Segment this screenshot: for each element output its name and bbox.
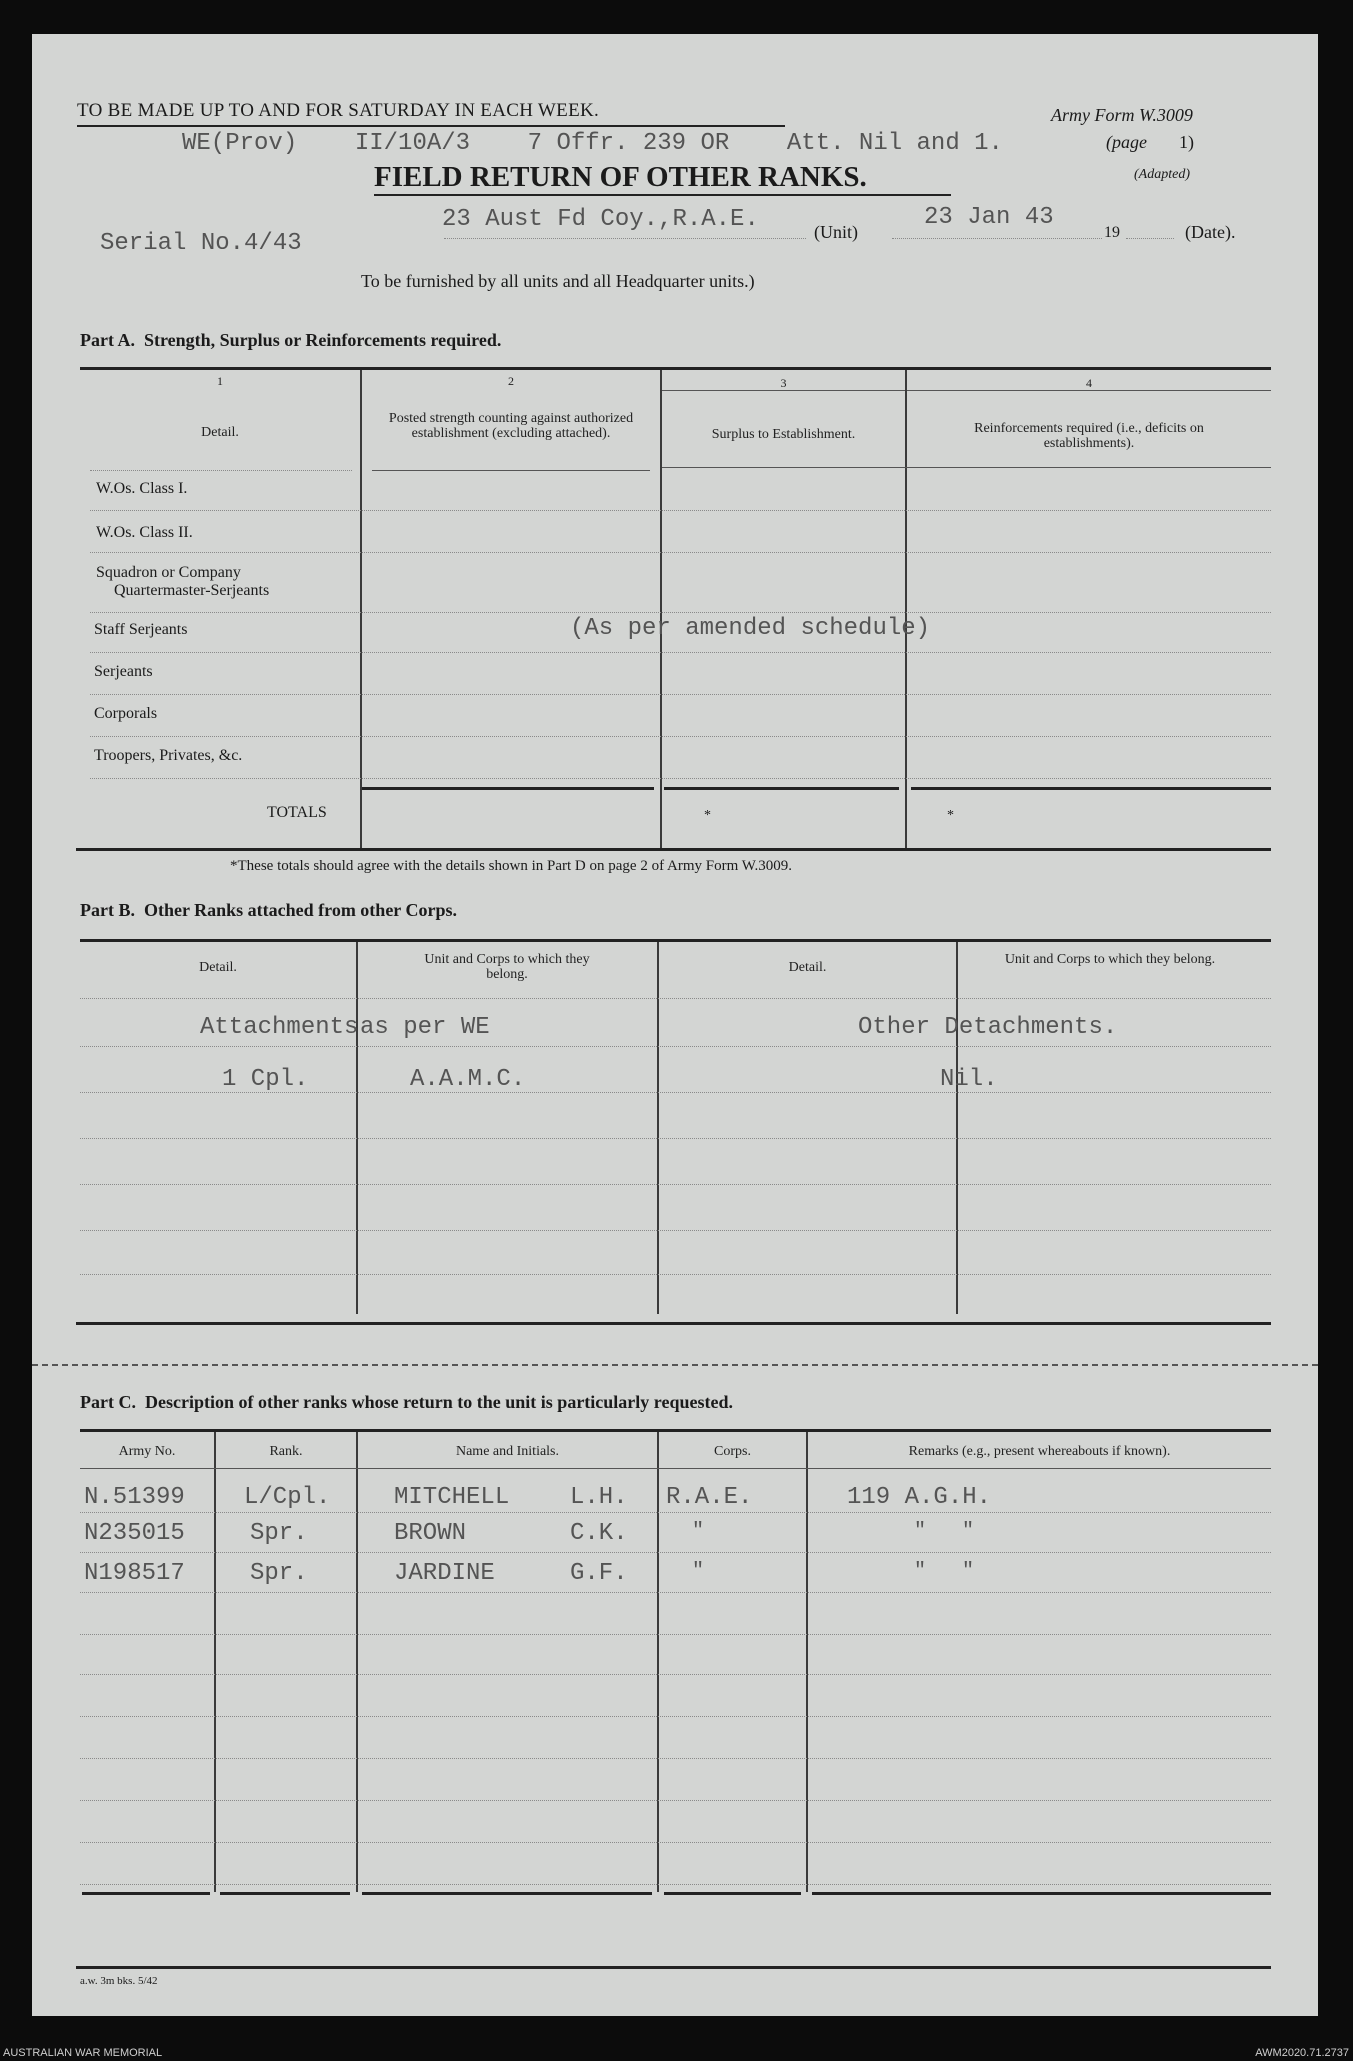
year-prefix: 19: [1104, 224, 1120, 241]
totals-star-reinforcements: *: [947, 808, 954, 823]
row-corporals: Corporals: [94, 705, 158, 722]
archive-credit: AUSTRALIAN WAR MEMORIAL: [3, 2047, 163, 2059]
serial-number: Serial No.4/43: [100, 230, 302, 257]
row-rule-a3: [90, 612, 1271, 613]
we-line: WE(Prov) II/10A/3 7 Offr. 239 OR Att. Nil and 1.: [182, 130, 1003, 157]
part-c-total-rule-5: [812, 1892, 1271, 1895]
other-detachments-value: Nil.: [940, 1066, 998, 1093]
row-rule-a1: [90, 510, 1271, 511]
unit-label: (Unit): [814, 222, 858, 242]
c-row2-name: BROWN: [394, 1520, 467, 1547]
c-row2-corps: ": [692, 1520, 705, 1543]
c-header-rule: [80, 1468, 1271, 1469]
part-c-divider-1: [214, 1432, 216, 1892]
totals-footnote: *These totals should agree with the details shown in Part D on page 2 of Army Form W.3009.: [230, 858, 793, 874]
header-rule-col2: [372, 470, 650, 471]
c-row2-army-no: N235015: [84, 1520, 185, 1547]
part-c-col-name: Name and Initials.: [455, 1444, 560, 1459]
row-rule-a2: [90, 552, 1271, 553]
other-detachments-label: Other Detachments.: [858, 1014, 1118, 1041]
row-serjeants: Serjeants: [94, 663, 153, 680]
attached-corps: A.A.M.C.: [410, 1066, 526, 1093]
c-row1-remarks: 119 A.G.H.: [847, 1484, 992, 1511]
col-number-2: 2: [508, 374, 514, 388]
part-b-col-unit-left: Unit and Corps to which they belong.: [424, 952, 590, 982]
c-row2-rank: Spr.: [250, 1520, 308, 1547]
part-b-col-detail-right: Detail.: [788, 960, 827, 975]
col-header-posted-strength: Posted strength counting against authorized establishment (excluding attached).: [388, 411, 634, 441]
col-number-1: 1: [217, 374, 223, 388]
b-row-rule-4: [80, 1184, 1271, 1185]
c-row3-initials: G.F.: [570, 1560, 628, 1587]
unit-dotted-line: [444, 238, 806, 239]
part-c-divider-2: [356, 1432, 358, 1892]
c-row-rule-7: [80, 1758, 1271, 1759]
part-c-total-rule-1: [82, 1892, 210, 1895]
c-row1-initials: L.H.: [570, 1484, 628, 1511]
col-number-4: 4: [1086, 376, 1092, 390]
part-a-number-rule-4: [907, 390, 1271, 391]
weekly-instruction: TO BE MADE UP TO AND FOR SATURDAY IN EACH WEEK.: [77, 100, 600, 121]
attachments-label: Attachments: [200, 1014, 359, 1041]
part-a-heading: Part A. Strength, Surplus or Reinforcements required.: [80, 330, 502, 350]
part-c-total-rule-3: [362, 1892, 652, 1895]
totals-rule-1: [362, 787, 654, 790]
amended-schedule-note: (As per amended schedule): [570, 615, 931, 642]
c-row2-initials: C.K.: [570, 1520, 628, 1547]
row-wos-class-1: W.Os. Class I.: [96, 480, 188, 497]
c-row1-corps: R.A.E.: [666, 1484, 753, 1511]
c-row3-rank: Spr.: [250, 1560, 308, 1587]
c-row-rule-5: [80, 1674, 1271, 1675]
part-c-col-rank: Rank.: [269, 1444, 303, 1459]
row-staff-serjeants: Staff Serjeants: [94, 621, 188, 638]
form-title: FIELD RETURN OF OTHER RANKS.: [374, 161, 867, 193]
date-dotted-line: [892, 238, 1102, 239]
part-b-bottom-rule: [76, 1322, 1271, 1325]
part-c-col-remarks: Remarks (e.g., present whereabouts if known).: [908, 1444, 1171, 1459]
part-a-bottom-rule: [76, 848, 1271, 851]
form-number: Army Form W.3009: [1051, 105, 1193, 125]
c-row3-name: JARDINE: [394, 1560, 495, 1587]
c-row-rule-4: [80, 1634, 1271, 1635]
part-c-col-corps: Corps.: [714, 1444, 751, 1459]
year-dotted-line: [1126, 238, 1174, 239]
instruction-underline: [77, 125, 785, 127]
form-sheet: [32, 34, 1318, 2016]
archive-accession-number: AWM2020.71.2737: [1255, 2047, 1349, 2059]
c-row3-corps: ": [692, 1560, 705, 1583]
c-row1-army-no: N.51399: [84, 1484, 185, 1511]
furnished-note: To be furnished by all units and all Headquarter units.): [361, 271, 755, 291]
part-c-bottom-rule: [76, 1966, 1271, 1969]
row-wos-class-2: W.Os. Class II.: [96, 524, 193, 541]
perforation-line: [32, 1364, 1318, 1366]
b-header-rule: [80, 998, 1271, 999]
c-row1-rank: L/Cpl.: [244, 1484, 331, 1511]
page-label: (page: [1106, 132, 1147, 152]
c-row3-army-no: N198517: [84, 1560, 185, 1587]
c-row-rule-9: [80, 1842, 1271, 1843]
c-row-rule-2: [80, 1552, 1271, 1553]
part-b-top-rule: [80, 939, 1271, 942]
part-c-col-army-no: Army No.: [118, 1444, 176, 1459]
part-c-divider-4: [806, 1432, 808, 1892]
totals-rule-2: [664, 787, 899, 790]
c-row2-remarks: " ": [914, 1520, 975, 1543]
part-a-top-rule: [80, 367, 1271, 370]
part-c-total-rule-4: [664, 1892, 801, 1895]
c-row-rule-10: [80, 1884, 1271, 1885]
part-c-heading: Part C. Description of other ranks whose return to the unit is particularly requested.: [80, 1392, 733, 1412]
row-squadron: Squadron or Company: [96, 564, 241, 581]
date-label: (Date).: [1185, 222, 1236, 242]
part-c-divider-3: [657, 1432, 659, 1892]
part-a-number-rule-3: [662, 390, 905, 391]
totals-label: TOTALS: [267, 804, 327, 821]
c-row1-name: MITCHELL: [394, 1484, 510, 1511]
col-header-reinforcements: Reinforcements required (i.e., deficits on establishments).: [974, 421, 1204, 451]
unit-value: 23 Aust Fd Coy.,R.A.E.: [442, 206, 759, 233]
part-a-divider-1: [360, 370, 362, 848]
c-row-rule-1: [80, 1512, 1271, 1513]
row-rule-a6: [90, 736, 1271, 737]
header-rule-col34: [662, 467, 1271, 468]
row-rule-a5: [90, 694, 1271, 695]
part-b-col-detail-left: Detail.: [199, 960, 237, 975]
totals-rule-3: [911, 787, 1271, 790]
printer-code: a.w. 3m bks. 5/42: [80, 1975, 158, 1987]
attached-rank: 1 Cpl.: [222, 1066, 309, 1093]
part-b-col-unit-right: Unit and Corps to which they belong.: [1004, 952, 1216, 967]
b-row-rule-5: [80, 1230, 1271, 1231]
part-c-top-rule: [80, 1429, 1271, 1432]
col-header-detail: Detail.: [201, 425, 239, 440]
adapted-label: (Adapted): [1134, 167, 1190, 182]
row-rule-a4: [90, 652, 1271, 653]
part-b-heading: Part B. Other Ranks attached from other Corps.: [80, 900, 457, 920]
totals-star-surplus: *: [704, 808, 711, 823]
b-row-rule-3: [80, 1138, 1271, 1139]
attachments-as-per-we: as per WE: [360, 1014, 490, 1041]
row-troopers-privates: Troopers, Privates, &c.: [94, 747, 243, 764]
part-a-divider-3: [905, 370, 907, 848]
b-row-rule-6: [80, 1274, 1271, 1275]
page-number: 1): [1179, 132, 1194, 152]
row-qm-serjeants: Quartermaster-Serjeants: [114, 582, 270, 599]
col-header-surplus: Surplus to Establishment.: [711, 427, 856, 442]
c-row3-remarks: " ": [914, 1560, 975, 1583]
col-number-3: 3: [780, 376, 787, 390]
date-value: 23 Jan 43: [924, 204, 1054, 231]
c-row-rule-6: [80, 1716, 1271, 1717]
title-underline: [374, 194, 951, 196]
part-c-total-rule-2: [220, 1892, 350, 1895]
c-row-rule-3: [80, 1592, 1271, 1593]
header-rule-col1: [90, 470, 352, 471]
row-rule-a7: [90, 778, 1271, 779]
b-row-rule-1: [80, 1046, 1271, 1047]
c-row-rule-8: [80, 1800, 1271, 1801]
